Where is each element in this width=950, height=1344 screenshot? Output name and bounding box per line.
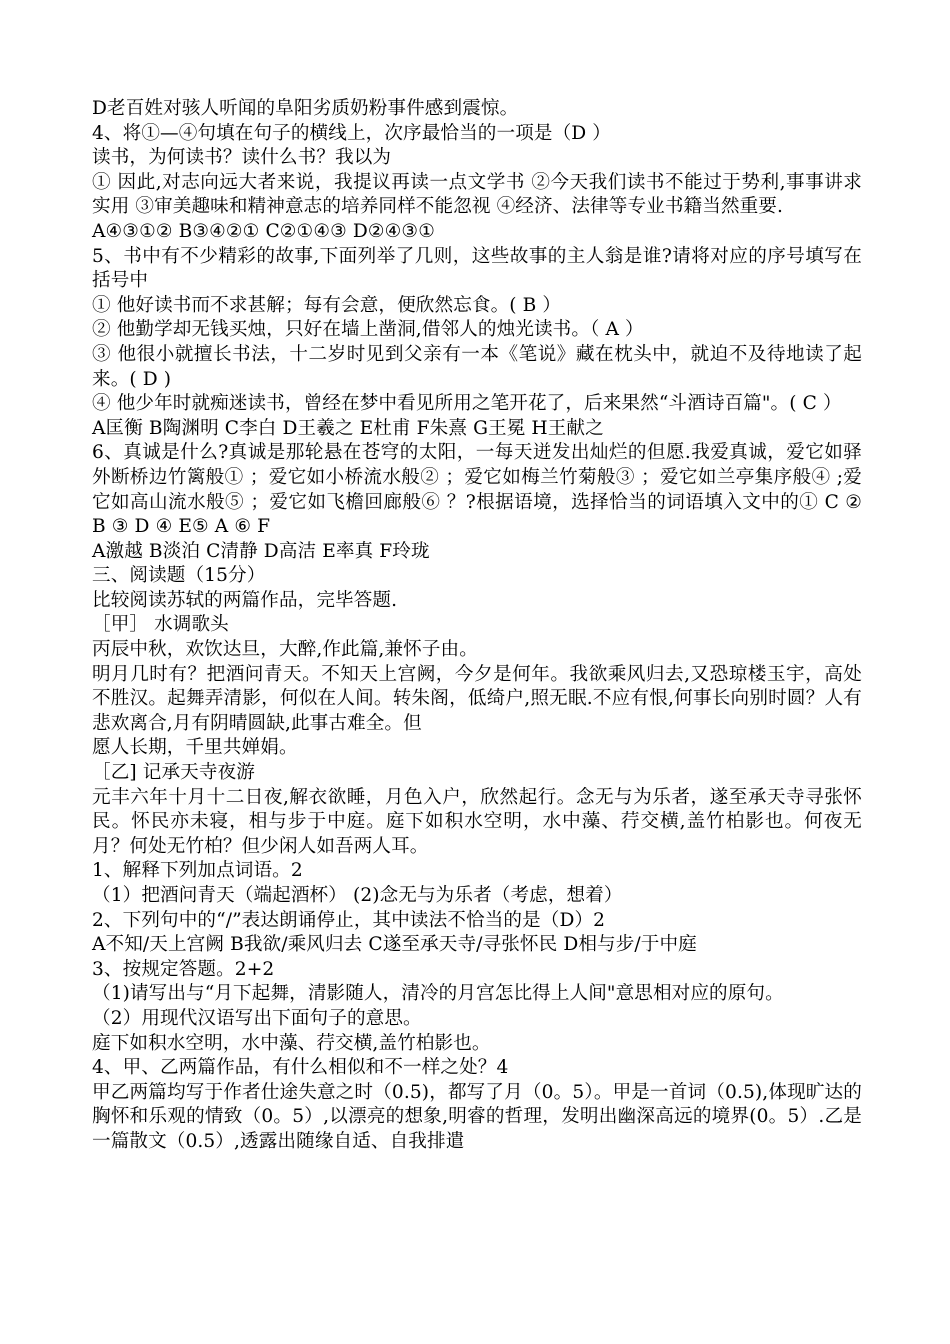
answer-options: A不知/天上宫阙 B我欲/乘风归去 C遂至承天寺/寻张怀民 D相与步/于中庭 [92, 934, 697, 956]
text-b-title: ［乙] 记承天寺夜游 [92, 762, 255, 784]
answer-options: A④③①② B③④②① C②①④③ D②④③① [92, 220, 435, 242]
text-a-title: ［甲］ 水调歌头 [92, 614, 229, 636]
question-4b-prompt: 4、甲、乙两篇作品，有什么相似和不一样之处？4 [92, 1057, 509, 1079]
paragraph: （1)请写出与“月下起舞，清影随人，清冷的月宫怎比得上人间"意思相对应的原句。 [92, 983, 784, 1005]
paragraph: 甲乙两篇均写于作者仕途失意之时（0.5)，都写了月（0。5）。甲是一首词（0.5),体现旷达的胸怀和乐观的情致（0。5）,以漂亮的想象,明睿的哲理，发明出幽深高远的境界(0。5）.乙是一篇散文（0.5）,透露出随缘自适、自我排遣 [92, 1081, 862, 1152]
paragraph: 丙辰中秋，欢饮达旦，大醉,作此篇,兼怀子由。 [92, 639, 478, 661]
paragraph: （2）用现代汉语写出下面句子的意思。 [92, 1007, 422, 1029]
paragraph: D老百姓对骇人听闻的阜阳劣质奶粉事件感到震惊。 [92, 98, 519, 119]
paragraph: （1）把酒问青天（端起酒杯） (2)念无与为乐者（考虑，想着） [92, 885, 623, 906]
poem-text: 愿人长期，千里共婵娟。 [92, 737, 298, 759]
question-3-prompt: 3、按规定答题。2+2 [92, 958, 275, 980]
paragraph: 比较阅读苏轼的两篇作品，完毕答题. [92, 589, 398, 611]
paragraph: ④ 他少年时就痴迷读书，曾经在梦中看见所用之笔开花了，后来果然“斗酒诗百篇"。( C ） [92, 393, 842, 415]
poem-text: 明月几时有？把酒问青天。不知天上宫阙，今夕是何年。我欲乘风归去,又恐琼楼玉宇，高处不胜汉。起舞弄清影，何似在人间。转朱阁，低绮户,照无眠.不应有恨,何事长向别时圆？人有悲欢离合,月有阴晴圆缺,此事古难全。但 [92, 663, 862, 734]
prose-text: 元丰六年十月十二日夜,解衣欲睡，月色入户，欣然起行。念无与为乐者，遂至承天寺寻张怀民。怀民亦未寝，相与步于中庭。庭下如积水空明，水中藻、荇交横,盖竹柏影也。何夜无月？何处无竹柏？但少闲人如吾两人耳。 [92, 786, 862, 857]
paragraph: ① 因此,对志向远大者来说，我提议再读一点文学书 ②今天我们读书不能过于势利,事事讲求实用 ③审美趣味和精神意志的培养同样不能忽视 ④经济、法律等专业书籍当然重要. [92, 171, 862, 218]
question-4-prompt: 4、将①—④句填在句子的横线上，次序最恰当的一项是（D ） [92, 122, 611, 144]
question-1-prompt: 1、解释下列加点词语。2 [92, 860, 303, 882]
paragraph: 读书，为何读书？读什么书？我以为 [92, 147, 392, 169]
paragraph: ① 他好读书而不求甚解；每有会意，便欣然忘食。( B ） [92, 294, 562, 316]
document-body [92, 97, 862, 1155]
question-2-prompt: 2、下列句中的“/”表达朗诵停止，其中读法不恰当的是（D）2 [92, 909, 606, 931]
answer-options: A激越 B淡泊 C清静 D高洁 E率真 F玲珑 [92, 540, 430, 562]
answer-options: A匡衡 B陶渊明 C李白 D王羲之 E杜甫 F朱熹 G王冕 H王献之 [92, 417, 604, 439]
paragraph: 庭下如积水空明，水中藻、荇交横,盖竹柏影也。 [92, 1032, 491, 1054]
question-6-prompt: 6、真诚是什么?真诚是那轮悬在苍穹的太阳，一每天迸发出灿烂的但愿.我爱真诚，爱它如驿外断桥边竹篱般① ；爱它如小桥流水般② ；爱它如梅兰竹菊般③ ；爱它如兰亭集序般④ ;爱它如高山流水般⑤ ；爱它如飞檐回廊般⑥ ？?根据语境，选择恰当的词语填入文中的① C ② B ③ D ④ E⑤ A ⑥ F [92, 442, 862, 538]
section-heading: 三、阅读题（15分） [92, 565, 266, 587]
question-5-prompt: 5、书中有不少精彩的故事,下面列举了几则，这些故事的主人翁是谁?请将对应的序号填写在括号中 [92, 245, 862, 292]
paragraph: ② 他勤学却无钱买烛，只好在墙上凿洞,借邻人的烛光读书。（ A ） [92, 319, 644, 341]
paragraph: ③ 他很小就擅长书法，十二岁时见到父亲有一本《笔说》藏在枕头中，就迫不及待地读了起来。( D ) [92, 343, 862, 390]
